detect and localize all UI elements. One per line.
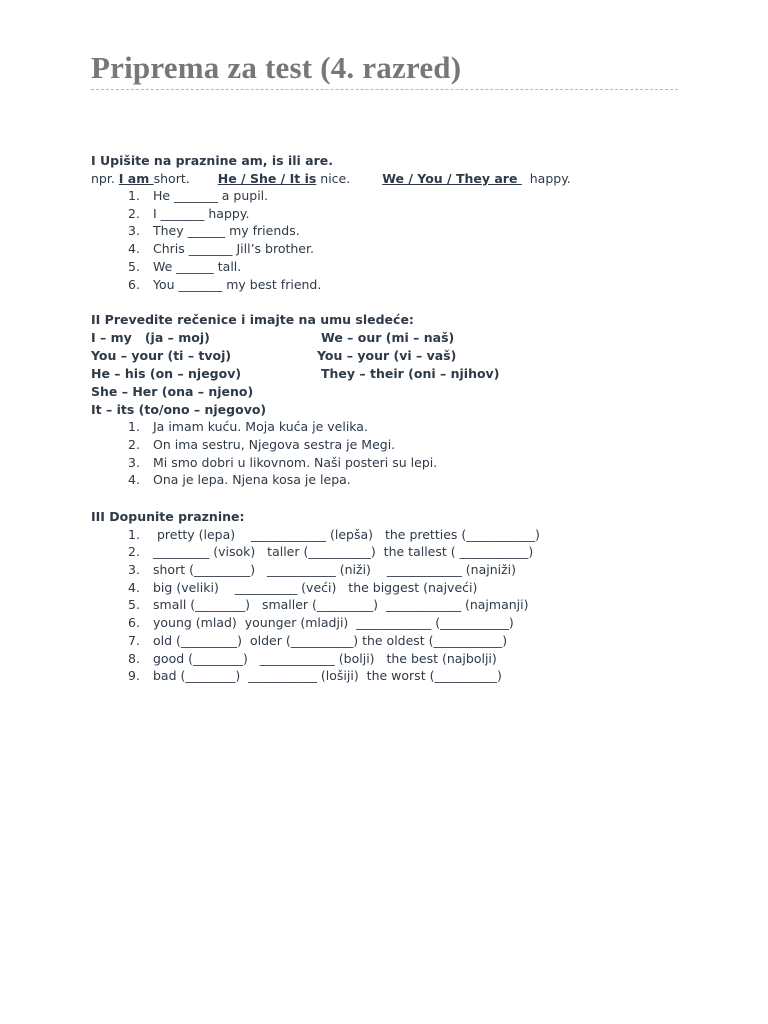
example3-rest: happy. [521, 171, 571, 186]
example1-rest: short. [153, 171, 190, 186]
pronoun-left: He – his (on – njegov) [91, 366, 242, 381]
list-item: 2. I _______ happy. [128, 206, 250, 221]
section3-heading: III Dopunite praznine: [91, 509, 245, 524]
pronoun-right: We – our (mi – naš) [321, 330, 455, 345]
list-item: 3. short (_________) ___________ (niži) ____________ (najniži) [128, 562, 517, 577]
pronoun-left: It – its (to/ono – njegovo) [91, 402, 267, 417]
title-divider [91, 89, 678, 90]
example-prefix: npr. [91, 171, 119, 186]
list-item: 4. Ona je lepa. Njena kosa je lepa. [128, 472, 351, 487]
pronoun-left: She – Her (ona – njeno) [91, 384, 254, 399]
example3-bold: We / You / They are [382, 171, 522, 186]
section2-heading: II Prevedite rečenice i imajte na umu sledeće: [91, 312, 414, 327]
section1-heading: I Upišite na praznine am, is ili are. [91, 153, 334, 168]
pronoun-right: You – your (vi – vaš) [317, 348, 457, 363]
list-item: 1. pretty (lepa) ____________ (lepša) the pretties (___________) [128, 527, 540, 542]
list-item: 5. small (________) smaller (_________) ____________ (najmanji) [128, 597, 529, 612]
list-item: 3. They ______ my friends. [128, 223, 300, 238]
list-item: 1. Ja imam kuću. Moja kuća je velika. [128, 419, 368, 434]
example2-rest: nice. [316, 171, 351, 186]
list-item: 4. Chris _______ Jill’s brother. [128, 241, 314, 256]
list-item: 8. good (________) ____________ (bolji) the best (najbolji) [128, 651, 497, 666]
list-item: 5. We ______ tall. [128, 259, 242, 274]
list-item: 2. On ima sestru, Njegova sestra je Megi. [128, 437, 396, 452]
list-item: 6. You _______ my best friend. [128, 277, 322, 292]
list-item: 7. old (_________) older (__________) the oldest (___________) [128, 633, 508, 648]
pronoun-left: You – your (ti – tvoj) [91, 348, 232, 363]
example1-bold: I am [118, 171, 154, 186]
list-item: 3. Mi smo dobri u likovnom. Naši posteri su lepi. [128, 455, 438, 470]
list-item: 1. He _______ a pupil. [128, 188, 269, 203]
section1-example [91, 170, 571, 188]
list-item: 2. _________ (visok) taller (__________) the tallest ( ___________) [128, 544, 534, 559]
list-item: 9. bad (________) ___________ (lošiji) the worst (__________) [128, 668, 502, 683]
example2-bold: He / She / It is [217, 171, 317, 186]
pronoun-right: They – their (oni – njihov) [321, 366, 500, 381]
list-item: 6. young (mlad) younger (mladji) ____________ (___________) [128, 615, 514, 630]
pronoun-left: I – my (ja – moj) [91, 330, 210, 345]
list-item: 4. big (veliki) __________ (veći) the biggest (najveći) [128, 580, 478, 595]
page-title: Priprema za test (4. razred) [91, 50, 462, 85]
